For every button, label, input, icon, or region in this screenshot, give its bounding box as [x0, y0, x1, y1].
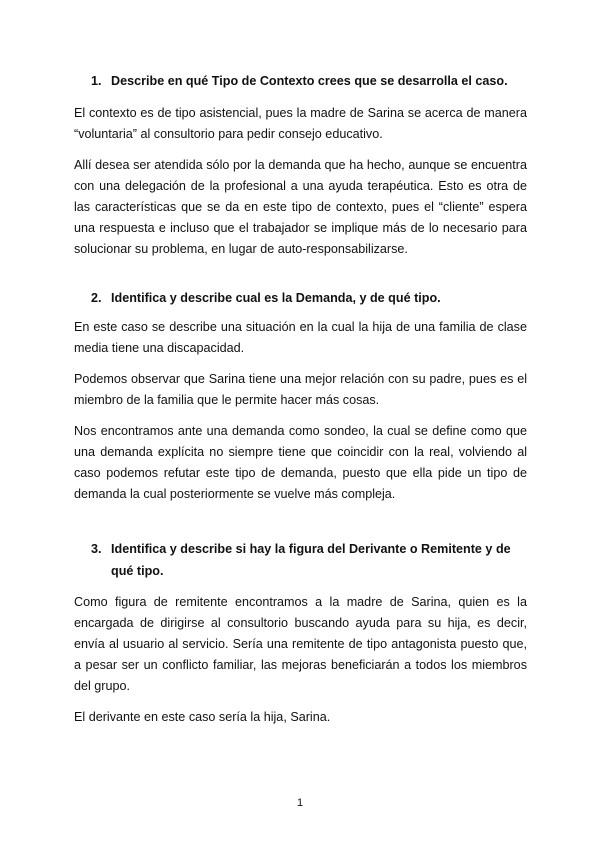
section-number: 2.	[91, 291, 102, 305]
section-heading	[74, 288, 527, 308]
section-2	[74, 288, 527, 515]
paragraph: Como figura de remitente encontramos a la madre de Sarina, quien es la encargada de dirigirse al consultorio buscando ayuda para su hija, es decir, envía al usuario al servicio. Sería una remitente de tipo antagonista puesto que, a pesar ser un conflicto familiar, las mejoras beneficiarán a todos los miembros del grupo.	[74, 595, 527, 693]
paragraph: Podemos observar que Sarina tiene una mejor relación con su padre, pues es el miembro de la familia que le permite hacer más cosas.	[74, 372, 527, 407]
section-heading-text: Identifica y describe cual es la Demanda, y de qué tipo.	[111, 291, 441, 305]
paragraph: En este caso se describe una situación en la cual la hija de una familia de clase media tiene una discapacidad.	[74, 320, 527, 355]
section-1	[74, 71, 527, 270]
section-heading	[74, 538, 527, 582]
page-number: 1	[296, 797, 304, 809]
section-heading-text: Describe en qué Tipo de Contexto crees que se desarrolla el caso.	[111, 74, 508, 88]
paragraph: Nos encontramos ante una demanda como sondeo, la cual se define como que una demanda explícita no siempre tiene que coincidir con la real, volviendo al caso podemos refutar este tipo de demanda, puesto que ella pide un tipo de demanda la cual posteriormente se vuelve más compleja.	[74, 424, 527, 501]
paragraph: El contexto es de tipo asistencial, pues la madre de Sarina se acerca de manera “voluntaria” al consultorio para pedir consejo educativo.	[74, 106, 527, 141]
section-heading-text: Identifica y describe si hay la figura del Derivante o Remitente y de qué tipo.	[111, 542, 511, 578]
paragraph: Allí desea ser atendida sólo por la demanda que ha hecho, aunque se encuentra con una delegación de la profesional a una ayuda terapéutica. Esto es otra de las características que se da en este tipo de contexto, pues el “cliente” espera una respuesta e incluso que el trabajador se implique más de lo necesario para solucionar su problema, en lugar de auto-responsabilizarse.	[74, 158, 527, 256]
section-heading	[74, 71, 527, 91]
section-3	[74, 538, 527, 738]
paragraph: El derivante en este caso sería la hija, Sarina.	[74, 710, 331, 724]
section-number: 1.	[91, 74, 102, 88]
section-number: 3.	[91, 542, 102, 556]
